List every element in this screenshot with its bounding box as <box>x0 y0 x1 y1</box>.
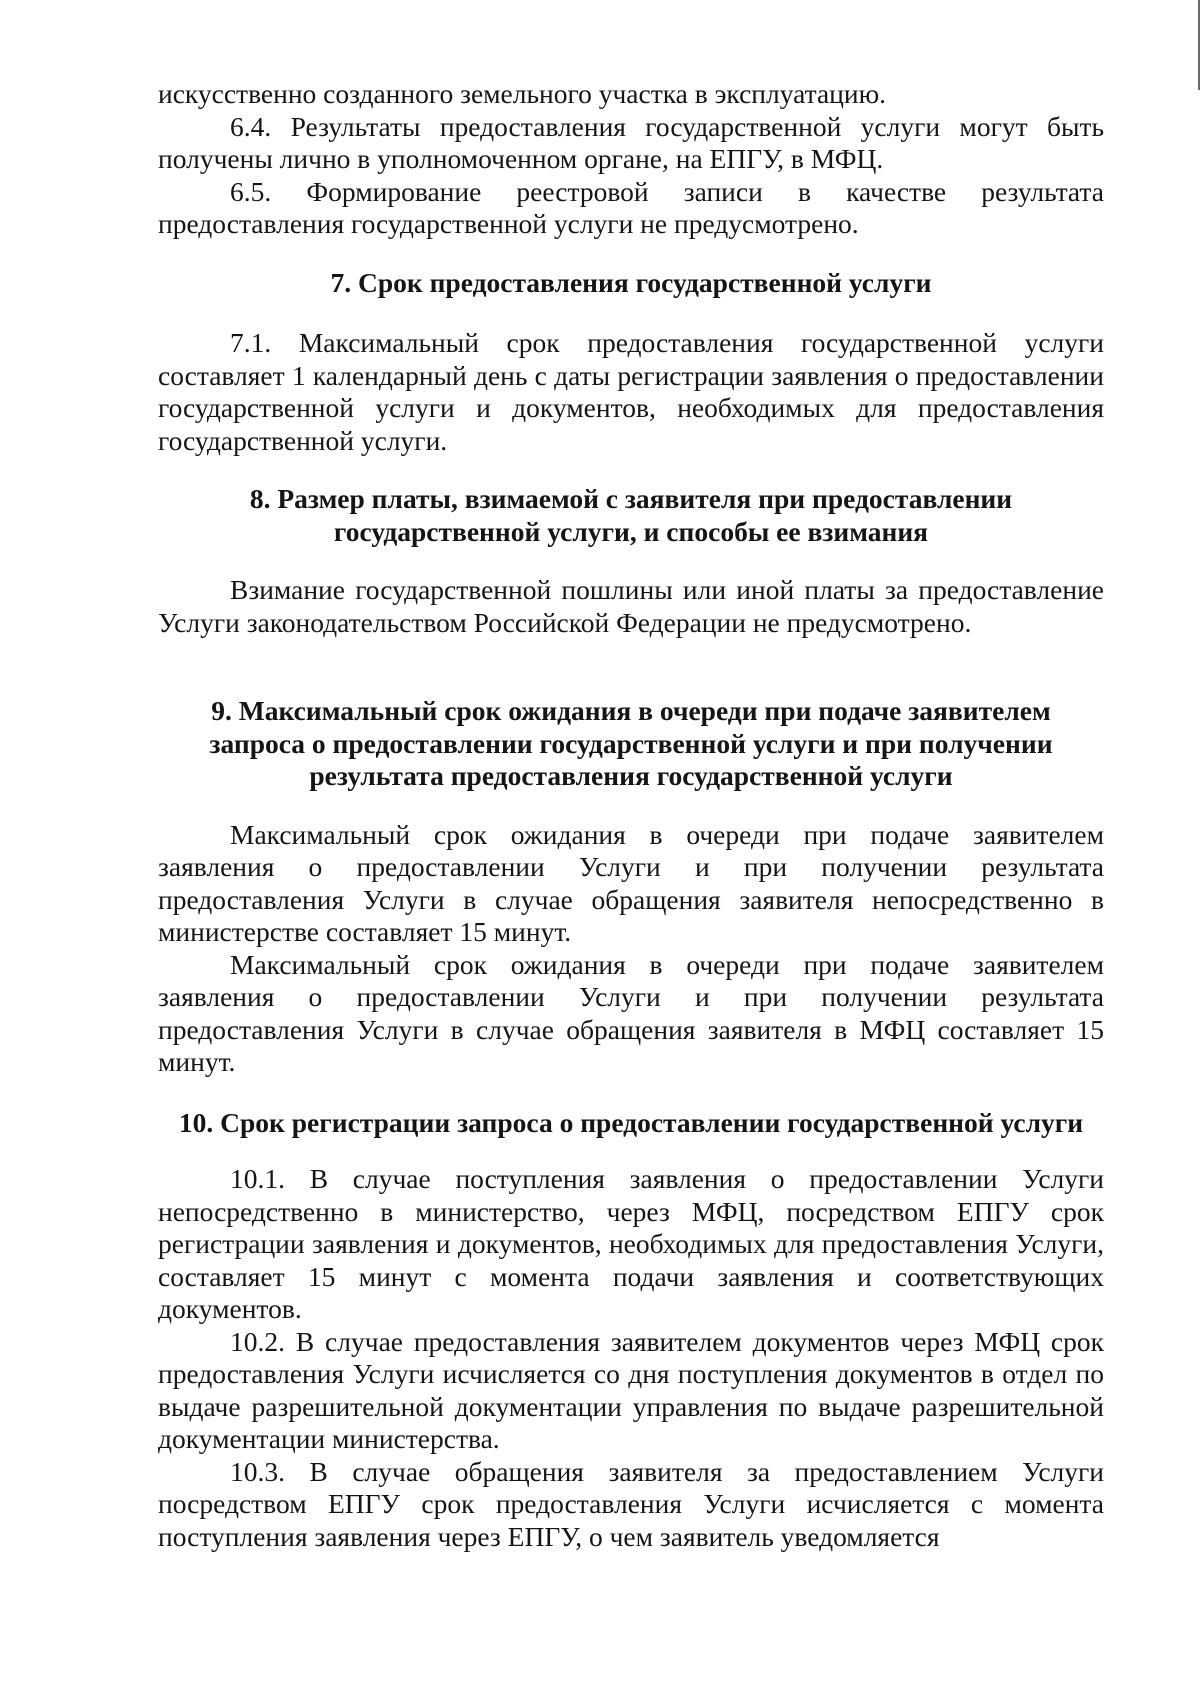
paragraph-continuation: искусственно созданного земельного участка в эксплуатацию. <box>158 78 887 109</box>
paragraph-6-4: 6.4. Результаты предоставления государственной услуги могут быть получены лично в уполномоченном органе, на ЕПГУ, в МФЦ. <box>158 110 1104 174</box>
heading-section-9-line-3: результата предоставления государственной услуги <box>309 760 953 791</box>
heading-section-8-line-2: государственной услуги, и способы ее взимания <box>333 515 929 547</box>
heading-section-10: 10. Срок регистрации запроса о предоставлении государственной услуги <box>178 1106 1084 1138</box>
heading-section-9 <box>158 695 1104 793</box>
document-page <box>158 78 1104 1553</box>
heading-section-8-line-1: 8. Размер платы, взимаемой с заявителя при предоставлении <box>249 483 1013 514</box>
paragraph-10-1: 10.1. В случае поступления заявления о предоставлении Услуги непосредственно в министерство, через МФЦ, посредством ЕПГУ срок регистрации заявления и документов, необходимых для предоставления Услуги, составляет 15 минут с момента подачи заявления и соответствующих документов. <box>158 1163 1104 1324</box>
heading-section-9-line-2: запроса о предоставлении государственной услуги и при получении <box>209 727 1053 759</box>
heading-section-9-line-1: 9. Максимальный срок ожидания в очереди при подаче заявителем <box>211 695 1051 726</box>
paragraph-9-b: Максимальный срок ожидания в очереди при подаче заявителем заявления о предоставлении Услуги и при получении результата предоставления Услуги в случае обращения заявителя в МФЦ составляет 15 минут. <box>158 948 1104 1077</box>
paragraph-10-2: 10.2. В случае предоставления заявителем документов через МФЦ срок предоставления Услуги исчисляется со дня поступления документов в отдел по выдаче разрешительной документации управления по выдаче разрешительной документации министерства. <box>158 1325 1104 1454</box>
paragraph-9-a: Максимальный срок ожидания в очереди при подаче заявителем заявления о предоставлении Услуги и при получении результата предоставления Услуги в случае обращения заявителя непосредственно в министерстве составляет 15 минут. <box>158 818 1104 947</box>
paragraph-10-3: 10.3. В случае обращения заявителя за предоставлением Услуги посредством ЕПГУ срок предоставления Услуги исчисляется с момента поступления заявления через ЕПГУ, о чем заявитель уведомляется <box>158 1455 1104 1552</box>
paragraph-7-1: 7.1. Максимальный срок предоставления государственной услуги составляет 1 календарный день с даты регистрации заявления о предоставлении государственной услуги и документов, необходимых для предоставления государственной услуги. <box>158 327 1104 456</box>
heading-section-7: 7. Срок предоставления государственной услуги <box>330 266 932 298</box>
paragraph-6-5: 6.5. Формирование реестровой записи в качестве результата предоставления государственной услуги не предусмотрено. <box>158 175 1104 239</box>
heading-section-8 <box>158 483 1104 548</box>
paragraph-8: Взимание государственной пошлины или иной платы за предоставление Услуги законодательством Российской Федерации не предусмотрено. <box>158 574 1104 638</box>
